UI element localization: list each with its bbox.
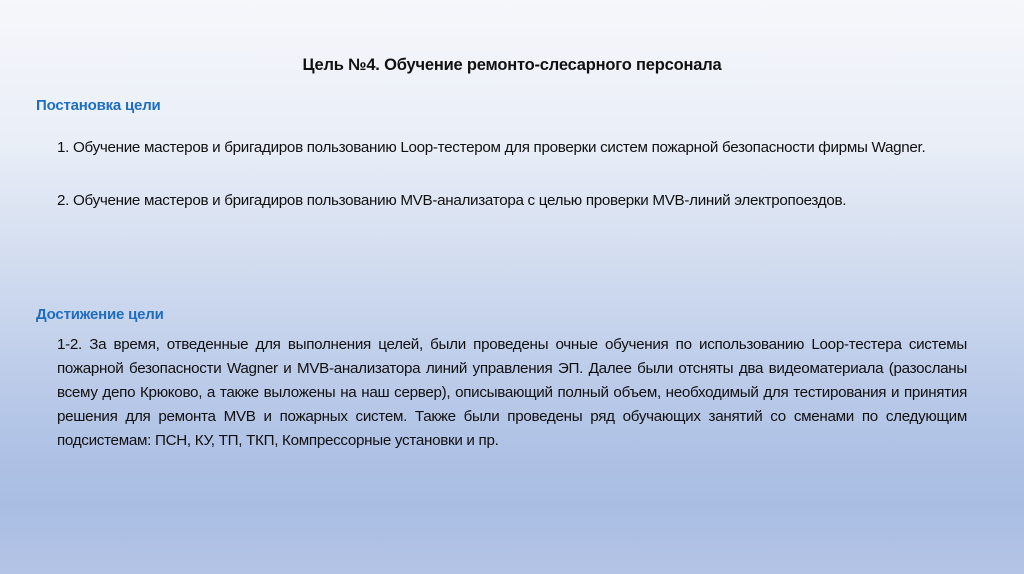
goal-item-1: 1. Обучение мастеров и бригадиров пользованию Loop-тестером для проверки систем пожарной безопасности фирмы Wagner. bbox=[57, 139, 926, 156]
goal-item-2: 2. Обучение мастеров и бригадиров пользованию MVB-анализатора с целью проверки MVB-линий электропоездов. bbox=[57, 192, 847, 209]
slide-title: Цель №4. Обучение ремонто-слесарного персонала bbox=[302, 56, 722, 74]
section-heading-goal: Постановка цели bbox=[36, 97, 161, 114]
result-text: 1-2. За время, отведенные для выполнения целей, были проведены очные обучения по использованию Loop-тестера системы пожарной безопасности Wagner и MVB-анализатора линий управления ЭП. Далее были отсняты два видеоматериала (разосланы всему депо Крюково, а также выложены на наш сервер), описывающий полный объем, необходимый для тестирования и принятия решения для ремонта MVB и пожарных систем. Также были проведены ряд обучающих занятий со сменами по следующим подсистемам: ПСН, КУ, ТП, ТКП, Компрессорные установки и пр. bbox=[57, 336, 967, 449]
section-heading-result: Достижение цели bbox=[36, 306, 164, 323]
